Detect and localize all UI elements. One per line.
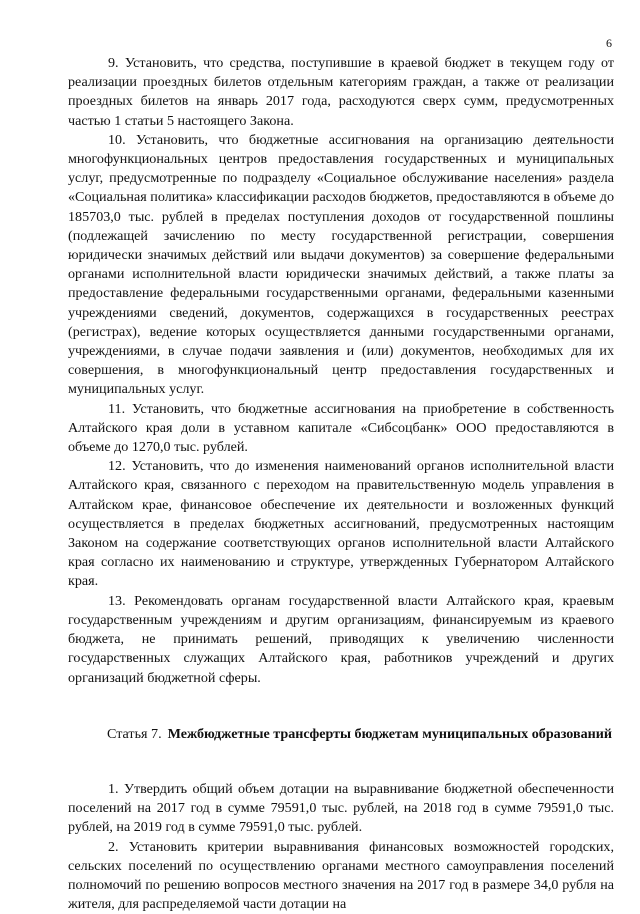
- article-heading: [68, 725, 614, 744]
- paragraph-item-9: 9. Установить, что средства, поступившие в краевой бюджет в текущем году от реализации проездных билетов отдельным категориям граждан, а также от реализации проездных билетов на январь 2017 года, расходуются сверх сумм, предусмотренных частью 1 статьи 5 настоящего Закона.: [68, 55, 614, 129]
- paragraph-item-12: 12. Установить, что до изменения наименований органов исполнительной власти Алтайского края, связанного с переходом на правительственную модель управления в Алтайском крае, финансовое обеспечение их деятельности и возложенных функций осуществляется в пределах бюджетных ассигнований, предусмотренных настоящим Законом на содержание соответствующих органов исполнительной власти Алтайского края согласно их наименованию и структуре, утвержденных Губернатором Алтайского края.: [68, 458, 614, 590]
- document-body: [68, 54, 614, 914]
- paragraph-item-11: 11. Установить, что бюджетные ассигнования на приобретение в собственность Алтайского края доли в уставном капитале «Сибсоцбанк» ООО предоставляются в объеме до 1270,0 тыс. рублей.: [68, 400, 614, 456]
- article-label: Статья 7.: [107, 725, 162, 742]
- page-number: 6: [606, 36, 612, 50]
- paragraph-item-1: 1. Утвердить общий объем дотации на выравнивание бюджетной обеспеченности поселений на 2017 год в сумме 79591,0 тыс. рублей, на 2018 год в сумме 79591,0 тыс. рублей, на 2019 год в сумме 79591,0 тыс. рублей.: [68, 780, 614, 836]
- paragraph-item-10: 10. Установить, что бюджетные ассигнования на организацию деятельности многофункциональных центров предоставления государственных и муниципальных услуг, предусмотренные по подразделу «Социальное обслуживание населения» раздела «Социальная политика» классификации расходов бюджетов, предоставляются в объеме до 185703,0 тыс. рублей в пределах поступления доходов от государственной пошлины (подлежащей зачислению по месту государственной регистрации, совершения юридически значимых действий или выдачи документов) за совершение федеральными органами исполнительной власти юридически значимых действий, а также платы за предоставление федеральными государственными органами, федеральными казенными учреждениями сведений, документов, содержащихся в государственных реестрах (регистрах), ведение которых осуществляется данными государственными органами, учреждениями, в случае подачи заявления и (или) документов, необходимых для их совершения, в многофункциональный центр предоставления государственных и муниципальных услуг.: [68, 131, 614, 398]
- paragraph-item-13: 13. Рекомендовать органам государственной власти Алтайского края, краевым государственным учреждениям и другим организациям, финансируемым из краевого бюджета, не принимать решений, приводящих к увеличению численности государственных служащих Алтайского края, работников учреждений и других организаций бюджетной сферы.: [68, 592, 614, 686]
- paragraph-item-2: 2. Установить критерии выравнивания финансовых возможностей городских, сельских поселений по осуществлению органами местного самоуправления поселений полномочий по решению вопросов местного значения на 2017 год в размере 34,0 рубля на жителя, для распределяемой части дотации на: [68, 838, 614, 913]
- article-title: Межбюджетные трансферты бюджетам муниципальных образований: [167, 725, 612, 742]
